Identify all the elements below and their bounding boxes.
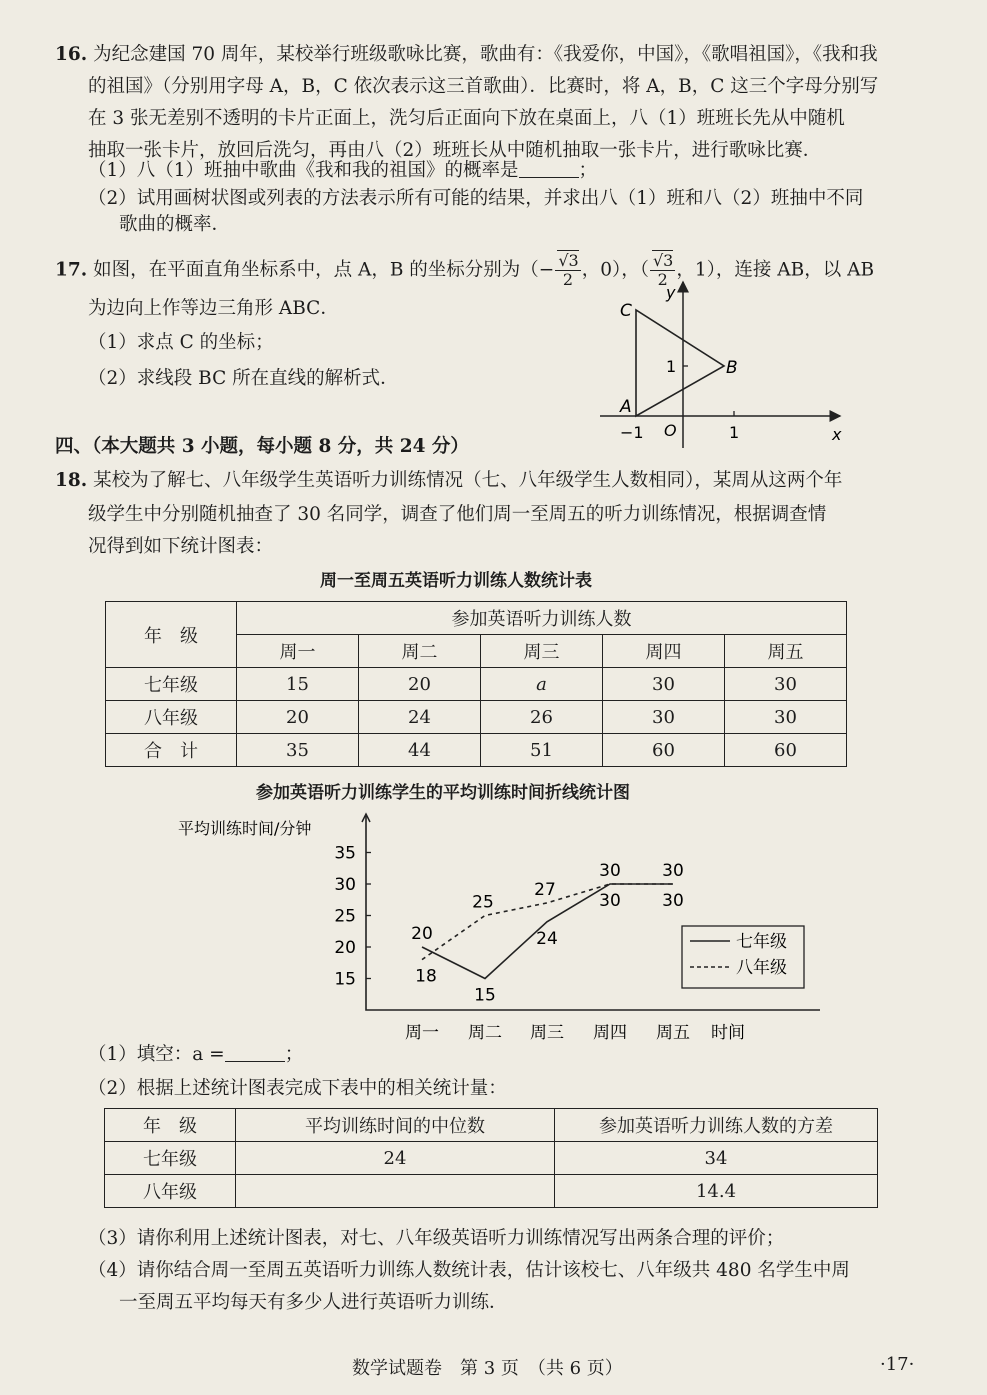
q17-part1: （1）求点 C 的坐标；	[88, 332, 274, 353]
q18-part2: （2）根据上述统计图表完成下表中的相关统计量：	[88, 1078, 507, 1099]
data-label: 18	[415, 966, 437, 987]
triangle-abc	[636, 310, 724, 416]
cell: 30	[725, 701, 847, 734]
q17-text-c: ，1），连接 AB，以 AB	[676, 259, 875, 281]
label-x: x	[832, 425, 842, 444]
legend-label: 八年级	[736, 958, 787, 978]
cell: 26	[481, 701, 603, 734]
legend-label: 七年级	[736, 932, 787, 952]
q17-number: 17.	[55, 259, 88, 281]
cell: 35	[237, 734, 359, 767]
q18-text-line1: 某校为了解七、八年级学生英语听力训练情况（七、八年级学生人数相同），某周从这两个年	[93, 470, 843, 491]
cell: 24	[359, 701, 481, 734]
q17-text-b: ，0），（	[581, 259, 649, 281]
q18-part1-end: ；	[284, 1044, 304, 1065]
label-B: B	[726, 358, 738, 378]
table1-group-header: 参加英语听力训练人数	[237, 602, 847, 635]
q17-coordinate-figure	[600, 278, 860, 450]
table1-day-header: 周二	[359, 635, 481, 668]
row-label: 七年级	[105, 1142, 236, 1175]
cell: 15	[237, 668, 359, 701]
q18-number: 18.	[55, 470, 88, 491]
q18-part4a: （4）请你结合周一至周五英语听力训练人数统计表，估计该校七、八年级共 480 名学生中周	[88, 1260, 850, 1281]
training-count-table	[105, 601, 847, 767]
q17-frac1	[555, 252, 580, 289]
table1-day-header: 周五	[725, 635, 847, 668]
table-row	[106, 734, 847, 767]
q18-part1	[88, 1042, 303, 1068]
x-tick-label: 周五	[656, 1023, 690, 1043]
q16-number: 16.	[55, 44, 88, 65]
footer-center: 数学试题卷 第 3 页 （共 6 页）	[352, 1358, 623, 1379]
cell: 30	[725, 668, 847, 701]
data-label: 20	[411, 924, 433, 944]
q18-line1	[55, 468, 842, 494]
cell: 51	[481, 734, 603, 767]
training-time-line-chart	[170, 812, 820, 1057]
q16-part2a: （2）试用画树状图或列表的方法表示所有可能的结果，并求出八（1）班和八（2）班抽中不同	[88, 188, 864, 209]
x-tick-label: 周三	[530, 1023, 564, 1043]
y-tick-label: 35	[334, 843, 356, 864]
q17-den-a: 2	[562, 270, 574, 289]
q18-text-line3: 况得到如下统计图表：	[88, 536, 274, 557]
q16-part1-text: （1）八（1）班抽中歌曲《我和我的祖国》的概率是	[88, 160, 519, 181]
x-tick-label: 周四	[593, 1023, 627, 1043]
row-label: 八年级	[105, 1175, 236, 1208]
cell-answer-blank[interactable]	[236, 1175, 555, 1208]
statistics-table	[104, 1108, 878, 1208]
q17-part2: （2）求线段 BC 所在直线的解析式．	[88, 368, 399, 389]
q16-part1	[88, 158, 597, 184]
table2-header: 年 级	[105, 1109, 236, 1142]
cell-variable-a: a	[481, 668, 603, 701]
q16-text-line2: 的祖国》（分别用字母 A，B，C 依次表示这三首歌曲）．比赛时，将 A，B，C 这三个字母分别写	[88, 76, 879, 97]
tick-label-neg1: −1	[620, 423, 644, 442]
data-label: 30	[662, 891, 684, 911]
label-O: O	[664, 421, 677, 440]
table1-day-header: 周一	[237, 635, 359, 668]
q17-sqrt3-a: √3	[558, 251, 579, 270]
label-A: A	[620, 397, 632, 417]
table1-day-header: 周四	[603, 635, 725, 668]
chart-title: 参加英语听力训练学生的平均训练时间折线统计图	[256, 783, 630, 803]
data-label: 25	[472, 892, 494, 913]
data-label: 30	[662, 861, 684, 881]
cell: 14.4	[555, 1175, 878, 1208]
cell: 24	[236, 1142, 555, 1175]
table2-header: 平均训练时间的中位数	[236, 1109, 555, 1142]
q17-text-a: 如图，在平面直角坐标系中，点 A，B 的坐标分别为（−	[93, 259, 555, 281]
q18-text-line2: 级学生中分别随机抽查了 30 名同学，调查了他们周一至周五的听力训练情况，根据调查情	[88, 504, 827, 525]
table-row	[106, 701, 847, 734]
q18-answer-blank-a[interactable]	[225, 1043, 285, 1062]
label-y: y	[666, 283, 676, 302]
cell: 20	[237, 701, 359, 734]
table-row	[106, 668, 847, 701]
row-label: 七年级	[106, 668, 237, 701]
data-label: 30	[599, 891, 621, 911]
table1-title: 周一至周五英语听力训练人数统计表	[320, 571, 592, 591]
cell: 30	[603, 701, 725, 734]
tick-label-1x: 1	[729, 423, 740, 442]
section-four-header: 四、（本大题共 3 小题，每小题 8 分，共 24 分）	[55, 436, 469, 457]
cell: 60	[603, 734, 725, 767]
table1-day-header: 周三	[481, 635, 603, 668]
y-tick-label: 15	[334, 969, 356, 990]
x-axis-label: 时间	[711, 1023, 745, 1043]
q16-text-line4: 抽取一张卡片，放回后洗匀，再由八（2）班班长从中随机抽取一张卡片，进行歌咏比赛．	[88, 140, 822, 161]
q16-line1	[55, 42, 878, 68]
y-tick-label: 30	[334, 875, 356, 895]
q17-sqrt3-b: √3	[652, 251, 674, 270]
table-row	[105, 1142, 878, 1175]
table2-header: 参加英语听力训练人数的方差	[555, 1109, 878, 1142]
q16-text-line3: 在 3 张无差别不透明的卡片正面上，洗匀后正面向下放在桌面上，八（1）班班长先从中随机	[88, 108, 845, 129]
data-label: 24	[536, 928, 558, 949]
q18-part1-text: （1）填空：a =	[88, 1044, 225, 1065]
q16-part2b: 歌曲的概率．	[119, 214, 231, 235]
cell: 30	[603, 668, 725, 701]
tick-label-1y: 1	[666, 357, 677, 376]
cell: 34	[555, 1142, 878, 1175]
data-label: 27	[534, 879, 556, 900]
cell: 60	[725, 734, 847, 767]
q16-text-line1: 为纪念建国 70 周年，某校举行班级歌咏比赛，歌曲有：《我爱你，中国》，《歌唱祖国》，《我和我	[93, 44, 878, 65]
q16-part1-end: ；	[578, 160, 598, 181]
row-label: 八年级	[106, 701, 237, 734]
table1-grade-header: 年 级	[106, 602, 237, 668]
x-tick-label: 周一	[405, 1023, 439, 1043]
x-tick-label: 周二	[468, 1023, 502, 1043]
y-tick-label: 20	[334, 938, 356, 958]
q16-answer-blank[interactable]	[519, 159, 579, 178]
data-label: 15	[474, 985, 496, 1006]
q18-part4b: 一至周五平均每天有多少人进行英语听力训练．	[119, 1292, 508, 1313]
y-tick-label: 25	[334, 906, 356, 927]
cell: 20	[359, 668, 481, 701]
row-label: 合 计	[106, 734, 237, 767]
cell: 44	[359, 734, 481, 767]
q17-den-b: 2	[657, 270, 668, 289]
footer-page-number: ·17·	[880, 1354, 915, 1375]
data-label: 30	[599, 861, 621, 881]
q17-line2: 为边向上作等边三角形 ABC．	[88, 298, 339, 319]
table-row	[105, 1175, 878, 1208]
y-axis-label: 平均训练时间/分钟	[178, 819, 312, 838]
label-C: C	[620, 301, 632, 321]
q18-part3: （3）请你利用上述统计图表，对七、八年级英语听力训练情况写出两条合理的评价；	[88, 1228, 785, 1249]
